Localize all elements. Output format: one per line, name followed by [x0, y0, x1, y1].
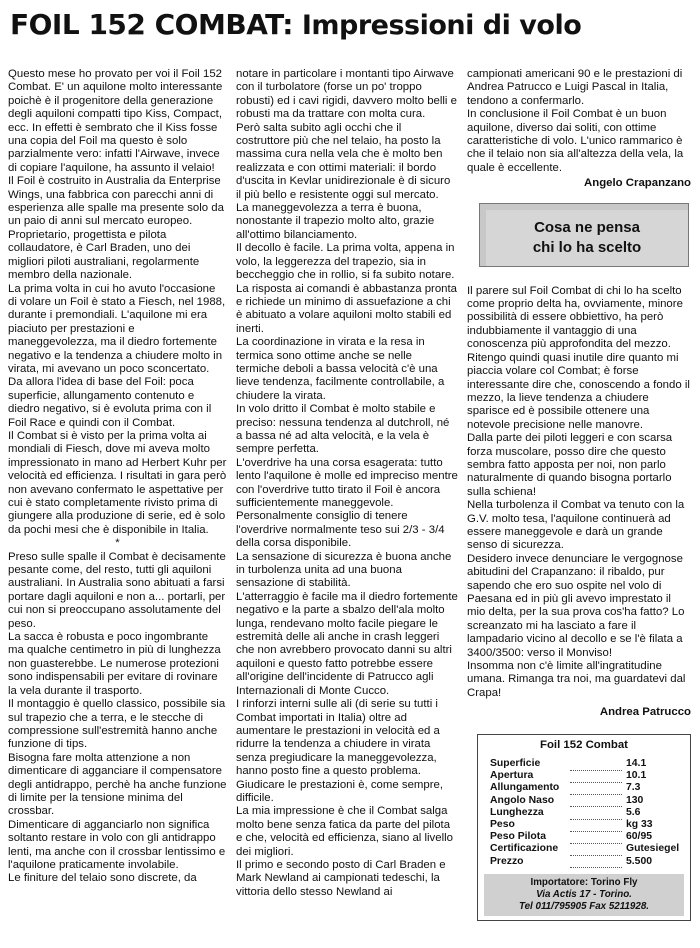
sidebar-heading-line1: Cosa ne pensa — [534, 218, 640, 236]
title-sub: Impressioni di volo — [292, 10, 582, 41]
paragraph: Dimenticare di agganciarlo non significa soltanto restare in volo con gli antidrappo lenti, ma anche con il crossbar lentissimo e l'aquilone praticamente involabile. — [8, 818, 226, 871]
spec-row — [490, 819, 679, 831]
spec-leader — [570, 795, 622, 807]
article-conclusion — [467, 68, 691, 175]
paragraph: Però salta subito agli occhi che il costruttore più che nel telaio, ha posto la massima cura nella vela che è molto ben realizzata e con ottimi materiali: il bordo d'uscita in Kevlar unidirezionale è di sicuro il più bello e resistente oggi sul mercato. — [236, 121, 451, 201]
paragraph: Il Foil è costruito in Australia da Enterprise Wings, una fabbrica con parecchi anni di esperienza alle spalle ma presente solo da un paio di anni sul mercato europeo. Proprietario, progettista e pilota collaudatore, è Carl Braden, uno dei migliori piloti australiani, regolarmente membro della nazionale. — [8, 175, 224, 282]
importer-phone: Tel 011/795905 Fax 5211928. — [518, 901, 649, 913]
paragraph: Insomma non c'è limite all'ingratitudine umana. Rimanga tra noi, ma guardatevi dal Crapa! — [467, 660, 686, 699]
spec-value: 10.1 — [626, 770, 647, 782]
article-column-1 — [8, 68, 227, 886]
spec-label: Prezzo — [490, 855, 524, 867]
author-signature-2: Andrea Patrucco — [599, 706, 691, 719]
paragraph: campionati americani 90 e le prestazioni di Andrea Patrucco e Luigi Pascal in Italia, tendono a confermarlo. — [467, 68, 683, 107]
spec-label: Peso Pilota — [490, 831, 547, 843]
spec-label: Angolo Naso — [490, 794, 555, 806]
paragraph: Nella turbolenza il Combat va tenuto con la G.V. molto tesa, l'aquilone continuerà ad essere maneggevole e darà un grande senso di sicurezza. — [467, 499, 685, 552]
paragraph: Il decollo è facile. La prima volta, appena in volo, la leggerezza del trapezio, sia in beccheggio che in rollio, si fa subito notare. La risposta ai comandi è abbastanza pronta e richiede un minimo di assuefazione a chi è abituato a volare aquiloni molto stabili ed inerti. — [236, 242, 457, 335]
spec-value: 5.6 — [626, 806, 641, 818]
spec-row — [490, 770, 679, 782]
paragraph: Bisogna fare molta attenzione a non dimenticare di agganciare il compensatore degli antidrappo, perchè ha anche funzione di limite per la tensione minima del crossbar. — [8, 751, 227, 818]
sidebar-text — [467, 285, 691, 701]
paragraph: In conclusione il Foil Combat è un buon aquilone, diverso dai soliti, con ottime caratteristiche di volo. L'unico rammarico è che il telaio non sia all'altezza della vela, la quale è eccellente. — [467, 108, 684, 174]
article-column-3 — [467, 68, 691, 921]
spec-value: 60/95 — [626, 831, 653, 843]
spec-box — [477, 734, 691, 922]
spec-label: Superficie — [490, 758, 541, 770]
spec-label: Peso — [490, 819, 515, 831]
paragraph: Questo mese ho provato per voi il Foil 152 Combat. E' un aquilone molto interessante poichè è il progenitore della generazione degli aquiloni compatti tipo Kiss, Compact, ecc. In effetti è sembrato che il Kiss fosse una copia del Foil ma questo è solo parzialmente vero: infatti l'Airwave, invece di copiare l'aquilone, ha assunto il velaio! — [8, 68, 223, 174]
paragraph: I rinforzi interni sulle ali (di serie su tutti i Combat importati in Italia) oltre ad aumentare le prestazioni in velocità ed a ridurre la tendenza a chiudere in virata senza pregiudicare la maneggevolezza, hanno posto fine a questo problema. — [236, 698, 440, 778]
spec-label: Allungamento — [490, 782, 560, 794]
paragraph: Il montaggio è quello classico, possibile sia sul trapezio che a terra, e le stecche di compressione sull'estremità hanno anche funzione di tips. — [8, 698, 226, 751]
section-separator: * — [115, 537, 120, 550]
spec-row — [490, 782, 679, 794]
title-main: FOIL 152 COMBAT: — [10, 8, 293, 41]
page-title — [10, 8, 694, 41]
spec-row — [490, 831, 679, 843]
spec-leader — [570, 819, 622, 831]
paragraph: In volo dritto il Combat è molto stabile e preciso: nessuna tendenza al dutchroll, né a bassa né ad alta velocità, e la vela è sempre perfetta. — [236, 403, 450, 456]
paragraph: Il Combat si è visto per la prima volta ai mondiali di Fiesch, dove mi aveva molto impressionato in mano ad Herbert Kuhr per velocità ed efficienza. I risultati in gara però non avevano confermato le aspettative per cui è stato completamente rivisto prima di giungere alla produzione di serie, ed è solo da pochi mesi che è disponibile in Italia. — [8, 429, 227, 536]
paragraph: Il parere sul Foil Combat di chi lo ha scelto come proprio delta ha, ovviamente, minore possibilità di essere obbiettivo, ha però indubbiamente il vantaggio di una conoscenza più approfondita del mezzo. — [467, 284, 683, 351]
paragraph: La sacca è robusta e poco ingombrante ma qualche centimetro in più di lunghezza non guasterebbe. Le numerose protezioni sono indispensabili per evitare di rovinare la vela durante il trasporto. — [8, 631, 221, 697]
spec-value: 14.1 — [626, 758, 647, 770]
paragraph: notare in particolare i montanti tipo Airwave con il turbolatore (forse un po' troppo robusti) ed i cavi rigidi, davvero molto belli e robusti ma da trattare con molta cura. — [236, 68, 457, 121]
spec-value: 7.3 — [626, 782, 641, 794]
spec-row — [490, 807, 679, 819]
spec-value: 130 — [626, 794, 644, 806]
spec-value: Gutesiegel — [626, 843, 680, 855]
spec-value: kg 33 — [626, 819, 653, 831]
sidebar-heading-line2: chi lo ha scelto — [532, 238, 642, 256]
paragraph: La sensazione di sicurezza è buona anche in turbolenza unita ad una buona sensazione di stabilità. — [236, 550, 452, 590]
paragraph: L'atterraggio è facile ma il diedro fortemente negativo e la parte a sbalzo dell'ala molto lunga, rendevano molto facile piegare le estremità delle ali anche in crash leggeri che non avrebbero provocato danni su altri aquiloni e questo fatto potrebbe essere all'origine dell'incidente di Patrucco agli Internazionali di Monte Cucco. — [236, 590, 458, 697]
spec-label: Apertura — [490, 770, 534, 782]
spec-leader — [570, 843, 622, 855]
paragraph: Preso sulle spalle il Combat è decisamente pesante come, del resto, tutti gli aquiloni australiani. In Australia sono abituati a farsi portare dagli aquiloni e non a... portarli, per cui non si preoccupano assolutamente del peso. — [8, 550, 226, 630]
importer-box — [484, 874, 684, 916]
paragraph: Dalla parte dei piloti leggeri e con scarsa forza muscolare, posso dire che questo sembra fatto apposta per noi, non parlo naturalmente di quando bisogna portarlo sulla schiena! — [467, 432, 673, 498]
spec-label: Certificazione — [490, 843, 559, 855]
spec-leader — [570, 782, 622, 794]
spec-value: 5.500 — [626, 855, 653, 867]
spec-row — [490, 856, 679, 868]
paragraph: Le finiture del telaio sono discrete, da — [8, 872, 197, 885]
paragraph: Desidero invece denunciare le vergognose abitudini del Crapanzano: il ribaldo, pur sapendo che ero suo ospite nel volo di Paesana ed in più gli avevo imprestato il mio delta, per la sua prova cos'ha fatto? Lo screanzato mi ha lasciato a fare il lampadario vicino al decollo e se l'è filata a 3400/3500: verso il Monviso! — [467, 552, 685, 659]
spec-heading: Foil 152 Combat — [540, 738, 628, 751]
spec-row — [490, 843, 679, 855]
paragraph: Il primo e secondo posto di Carl Braden e Mark Newland ai campionati tedeschi, la vittoria dello stesso Newland ai — [236, 858, 446, 898]
spec-leader — [570, 807, 622, 819]
spec-label: Lunghezza — [490, 806, 544, 818]
spec-leader — [570, 856, 622, 868]
author-signature-1: Angelo Crapanzano — [584, 177, 691, 190]
spec-leader — [570, 758, 622, 770]
paragraph: La mia impressione è che il Combat salga molto bene senza fatica da parte del pilota e che, velocità ed efficienza, siano al livello dei migliori. — [236, 805, 453, 858]
sidebar-heading-box — [479, 203, 689, 267]
paragraph: La prima volta in cui ho avuto l'occasione di volare un Foil è stato a Fiesch, nel 1988, durante i premondiali. L'aquilone mi era piaciuto per prestazioni e maneggevolezza, ma il diedro fortemente negativo e la tendenza a chiudere molto in virata, mi avevano un poco sconcertato. Da allora l'idea di base del Foil: poca superficie, allungamento contenuto e diedro negativo, si è evoluta prima con il Foil Race e quindi con il Combat. — [8, 282, 226, 429]
article-column-2 — [236, 68, 458, 899]
paragraph: La coordinazione in virata e la resa in termica sono ottime anche se nelle termiche deboli a bassa velocità c'è una lieve tendenza, facilmente controllabile, a chiudere la virata. — [236, 336, 445, 402]
spec-row — [490, 795, 679, 807]
spec-leader — [570, 770, 622, 782]
paragraph: Ritengo quindi quasi inutile dire quanto mi piaccia volare col Combat; è forse interessante dire che, conoscendo a fondo il mezzo, la lieve tendenza a chiudere sparisce ed è possibile ottenere una notevole precisione nelle manovre. — [467, 351, 690, 431]
spec-row — [490, 758, 679, 770]
importer-address: Via Actis 17 - Torino. — [536, 889, 632, 901]
paragraph: L'overdrive ha una corsa esagerata: tutto lento l'aquilone è molle ed impreciso mentre con l'overdrive tutto tirato il Foil è ancora sufficientemente maneggevole. Personalmente consiglio di tenere l'overdrive normalmente teso sui 2/3 - 3/4 della corsa disponibile. — [236, 456, 458, 550]
spec-leader — [570, 831, 622, 843]
spec-table — [490, 758, 679, 868]
paragraph: La maneggevolezza a terra è buona, nonostante il trapezio molto alto, grazie all'ottimo bilanciamento. — [236, 202, 435, 241]
paragraph: Giudicare le prestazioni è, come sempre, difficile. — [236, 778, 444, 804]
importer-name: Importatore: Torino Fly — [530, 877, 638, 889]
